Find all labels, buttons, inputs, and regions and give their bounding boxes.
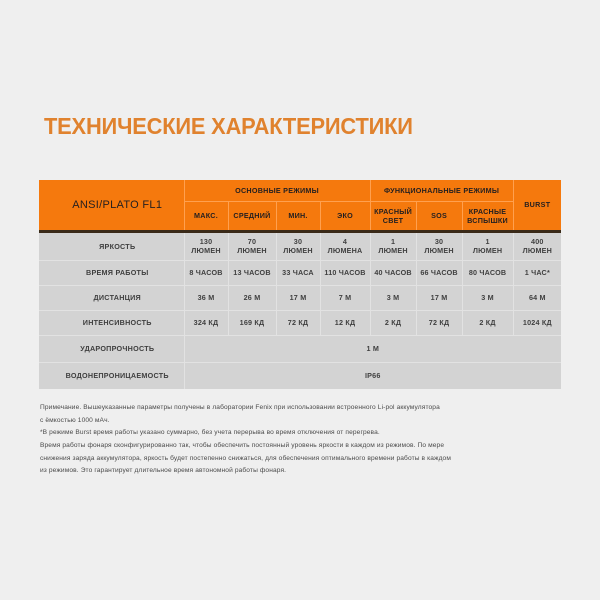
- value-unit: ЛЮМЕН: [378, 246, 408, 256]
- value-number: 70: [247, 236, 257, 246]
- table-row: [39, 233, 561, 260]
- cell-distance-medium: 26 М: [228, 285, 276, 310]
- row-label-distance: ДИСТАНЦИЯ: [39, 285, 184, 310]
- cell-distance-burst: 64 М: [513, 285, 561, 310]
- cell-intensity-medium: 169 КД: [228, 310, 276, 335]
- cell-runtime-eco: 110 ЧАСОВ: [320, 260, 370, 285]
- cell-waterproof-value: IP66: [184, 362, 561, 389]
- cell-runtime-burst: 1 ЧАС*: [513, 260, 561, 285]
- cell-runtime-red-light: 40 ЧАСОВ: [370, 260, 416, 285]
- cell-brightness-burst: [513, 233, 561, 260]
- cell-runtime-medium: 13 ЧАСОВ: [228, 260, 276, 285]
- value-number: 1: [390, 236, 396, 246]
- value-unit: ЛЮМЕН: [522, 246, 553, 256]
- footnote-line: из режимов. Это гарантирует длительное время автономной работы фонаря.: [40, 467, 287, 475]
- cell-intensity-min: 72 КД: [276, 310, 320, 335]
- cell-distance-sos: 17 М: [416, 285, 462, 310]
- cell-brightness-medium: [228, 233, 276, 260]
- table-row: [39, 260, 561, 285]
- row-label-runtime: ВРЕМЯ РАБОТЫ: [39, 260, 184, 285]
- cell-intensity-burst: 1024 КД: [513, 310, 561, 335]
- header-mode-eco-line1: ЭКО: [337, 211, 353, 221]
- value-unit: ЛЮМЕН: [472, 246, 503, 256]
- cell-distance-eco: 7 М: [320, 285, 370, 310]
- value-number: 30: [434, 236, 444, 246]
- cell-brightness-red-light: [370, 233, 416, 260]
- header-burst: BURST: [513, 180, 561, 230]
- table-header-group-row: [39, 180, 561, 202]
- cell-brightness-sos: [416, 233, 462, 260]
- table-row: [39, 362, 561, 389]
- footnote-line: Примечание. Вышеуказанные параметры получены в лаборатории Fenix при использовании встроенного Li-pol аккумулятора: [40, 404, 440, 411]
- header-mode-red-light-line2: СВЕТ: [382, 216, 404, 225]
- footnotes-block: [40, 402, 568, 478]
- table-row: [39, 310, 561, 335]
- cell-intensity-max: 324 КД: [184, 310, 228, 335]
- header-mode-min-line1: МИН.: [288, 211, 308, 221]
- cell-distance-red-flash: 3 М: [462, 285, 513, 310]
- footnote-line: снижения заряда аккумулятора, яркость будет постепенно снижаться, для обеспечения оптимального времени работы в каждом: [40, 454, 452, 462]
- footnote-line: *В режиме Burst время работы указано суммарно, без учета перерыва во время отключения от перегрева.: [40, 429, 380, 437]
- row-label-waterproof: ВОДОНЕПРОНИЦАЕМОСТЬ: [39, 362, 184, 389]
- table-row: [39, 335, 561, 362]
- header-mode-eco: [320, 202, 370, 231]
- cell-intensity-red-light: 2 КД: [370, 310, 416, 335]
- header-group-functional-modes: ФУНКЦИОНАЛЬНЫЕ РЕЖИМЫ: [370, 180, 513, 202]
- cell-distance-min: 17 М: [276, 285, 320, 310]
- cell-intensity-eco: 12 КД: [320, 310, 370, 335]
- cell-impact-resistance-value: 1 М: [184, 335, 561, 362]
- header-mode-red-flash-line2: ВСПЫШКИ: [467, 216, 508, 225]
- value-number: 4: [342, 236, 348, 246]
- cell-brightness-max: [184, 233, 228, 260]
- row-label-intensity: ИНТЕНСИВНОСТЬ: [39, 310, 184, 335]
- header-mode-red-light: [370, 202, 416, 231]
- header-mode-sos: [416, 202, 462, 231]
- footnote-line: с ёмкостью 1000 мАч.: [40, 416, 110, 424]
- cell-runtime-sos: 66 ЧАСОВ: [416, 260, 462, 285]
- header-mode-max: [184, 202, 228, 231]
- header-mode-red-flash-line1: КРАСНЫЕ: [468, 206, 507, 216]
- value-unit: ЛЮМЕН: [191, 246, 221, 256]
- row-label-brightness: ЯРКОСТЬ: [39, 233, 184, 260]
- cell-intensity-sos: 72 КД: [416, 310, 462, 335]
- cell-brightness-eco: [320, 233, 370, 260]
- header-mode-min: [276, 202, 320, 231]
- table-corner-label: ANSI/PLATO FL1: [39, 180, 184, 230]
- value-number: 130: [199, 236, 213, 246]
- header-mode-medium-line1: СРЕДНИЙ: [233, 211, 271, 221]
- value-unit: ЛЮМЕН: [283, 246, 313, 256]
- cell-intensity-red-flash: 2 КД: [462, 310, 513, 335]
- specifications-table: [39, 180, 561, 389]
- header-mode-red-light-line1: КРАСНЫЙ: [374, 206, 412, 216]
- cell-brightness-red-flash: [462, 233, 513, 260]
- cell-distance-max: 36 М: [184, 285, 228, 310]
- value-number: 400: [531, 236, 544, 246]
- header-group-main-modes: ОСНОВНЫЕ РЕЖИМЫ: [184, 180, 370, 202]
- footnote-line: Время работы фонаря сконфигурированно так, чтобы обеспечить постоянный уровень яркости в каждом из режимов. По мере: [40, 441, 445, 449]
- value-unit: ЛЮМЕНА: [327, 246, 363, 256]
- value-number: 1: [485, 236, 490, 246]
- row-label-impact-resistance: УДАРОПРОЧНОСТЬ: [39, 335, 184, 362]
- header-mode-red-flash: [462, 202, 513, 231]
- header-mode-max-line1: МАКС.: [194, 211, 218, 221]
- header-mode-sos-line1: SOS: [431, 211, 448, 221]
- cell-runtime-max: 8 ЧАСОВ: [184, 260, 228, 285]
- cell-brightness-min: [276, 233, 320, 260]
- cell-runtime-red-flash: 80 ЧАСОВ: [462, 260, 513, 285]
- cell-distance-red-light: 3 М: [370, 285, 416, 310]
- table-row: [39, 285, 561, 310]
- header-mode-medium: [228, 202, 276, 231]
- value-number: 30: [293, 236, 303, 246]
- value-unit: ЛЮМЕН: [424, 246, 454, 256]
- value-unit: ЛЮМЕН: [237, 246, 267, 256]
- cell-runtime-min: 33 ЧАСА: [276, 260, 320, 285]
- page-title: ТЕХНИЧЕСКИЕ ХАРАКТЕРИСТИКИ: [44, 113, 413, 139]
